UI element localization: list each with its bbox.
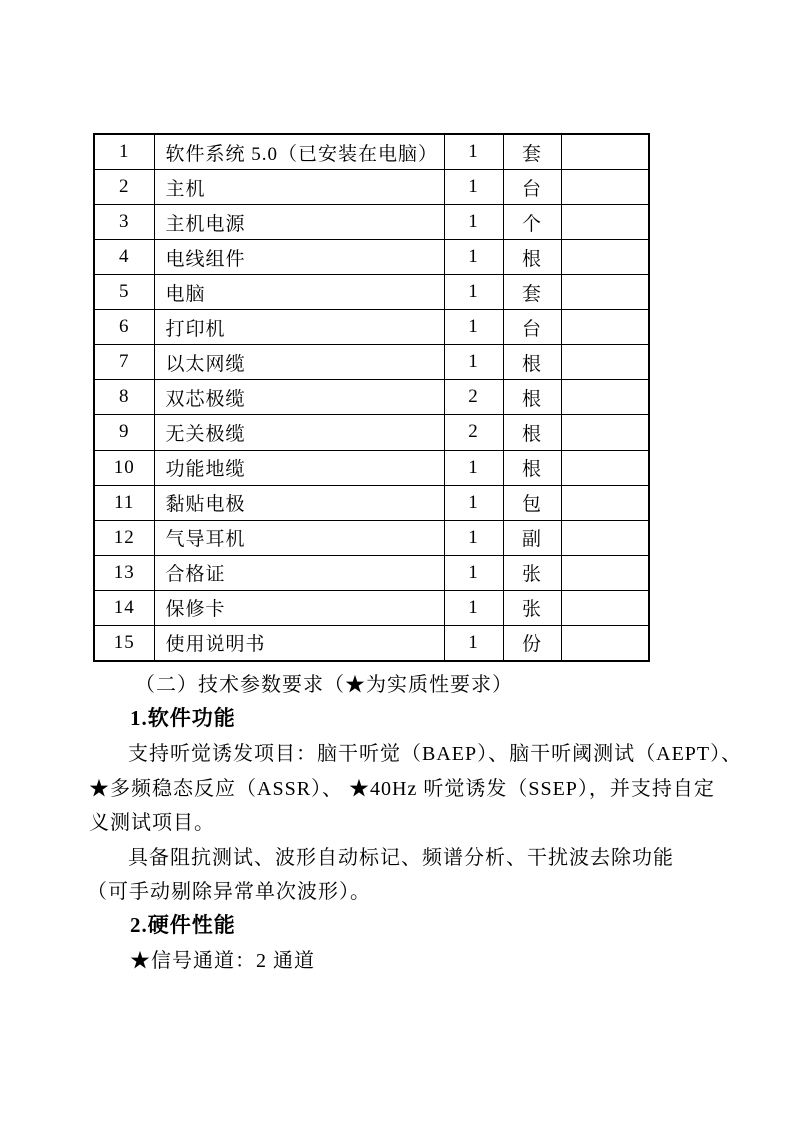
section-heading: （二）技术参数要求（★为实质性要求） [135,674,513,696]
cell-unit: 份 [503,625,561,661]
cell-unit: 根 [503,345,561,380]
cell-name: 电线组件 [154,240,444,275]
cell-qty: 2 [444,415,503,450]
cell-no: 3 [94,205,154,240]
cell-unit: 包 [503,485,561,520]
cell-qty: 1 [444,310,503,345]
cell-name: 气导耳机 [154,520,444,555]
subsection-title-software: 1.软件功能 [130,706,236,730]
cell-no: 4 [94,240,154,275]
cell-qty: 1 [444,450,503,485]
cell-qty: 1 [444,205,503,240]
cell-qty: 1 [444,170,503,205]
cell-remark [561,450,649,485]
cell-unit: 根 [503,240,561,275]
cell-remark [561,520,649,555]
cell-remark [561,415,649,450]
paragraph-line: ★多频稳态反应（ASSR）、 ★40Hz 听觉诱发（SSEP），并支持自定 [89,778,715,800]
cell-qty: 1 [444,345,503,380]
table-row [94,205,649,240]
cell-unit: 张 [503,555,561,590]
cell-name: 打印机 [154,310,444,345]
table-row [94,520,649,555]
cell-name: 使用说明书 [154,625,444,661]
cell-remark [561,345,649,380]
cell-qty: 1 [444,625,503,661]
table-row [94,345,649,380]
cell-remark [561,275,649,310]
cell-no: 7 [94,345,154,380]
table-row [94,170,649,205]
cell-qty: 1 [444,275,503,310]
cell-name: 功能地缆 [154,450,444,485]
cell-no: 9 [94,415,154,450]
cell-remark [561,240,649,275]
cell-no: 8 [94,380,154,415]
cell-name: 主机 [154,170,444,205]
cell-unit: 副 [503,520,561,555]
table-row [94,485,649,520]
cell-qty: 1 [444,485,503,520]
cell-remark [561,590,649,625]
cell-no: 11 [94,485,154,520]
table-row [94,415,649,450]
cell-no: 1 [94,134,154,170]
cell-name: 双芯极缆 [154,380,444,415]
cell-qty: 1 [444,555,503,590]
table-row [94,380,649,415]
cell-unit: 根 [503,415,561,450]
cell-qty: 1 [444,134,503,170]
cell-name: 黏贴电极 [154,485,444,520]
table-row [94,625,649,661]
cell-no: 14 [94,590,154,625]
cell-name: 无关极缆 [154,415,444,450]
paragraph-line: 支持听觉诱发项目：脑干听觉（BAEP）、脑干听阈测试（AEPT）、 [128,743,743,765]
subsection-title-hardware: 2.硬件性能 [130,913,236,937]
cell-remark [561,205,649,240]
cell-remark [561,555,649,590]
cell-unit: 台 [503,310,561,345]
cell-no: 13 [94,555,154,590]
cell-name: 电脑 [154,275,444,310]
table-row [94,555,649,590]
cell-unit: 台 [503,170,561,205]
cell-qty: 1 [444,240,503,275]
cell-remark [561,380,649,415]
cell-no: 15 [94,625,154,661]
cell-qty: 1 [444,520,503,555]
cell-name: 保修卡 [154,590,444,625]
paragraph-line: （可手动剔除异常单次波形）。 [87,881,371,903]
table-row [94,134,649,170]
cell-remark [561,310,649,345]
paragraph-line: 义测试项目。 [89,812,215,834]
table-row [94,275,649,310]
paragraph-line: 具备阻抗测试、波形自动标记、频谱分析、干扰波去除功能 [128,847,674,869]
table-row [94,310,649,345]
cell-name: 软件系统 5.0（已安装在电脑） [154,134,444,170]
cell-no: 12 [94,520,154,555]
cell-name: 以太网缆 [154,345,444,380]
cell-qty: 2 [444,380,503,415]
cell-remark [561,625,649,661]
cell-no: 6 [94,310,154,345]
cell-unit: 根 [503,380,561,415]
cell-no: 5 [94,275,154,310]
cell-qty: 1 [444,590,503,625]
cell-unit: 张 [503,590,561,625]
cell-no: 10 [94,450,154,485]
cell-unit: 个 [503,205,561,240]
cell-remark [561,485,649,520]
cell-no: 2 [94,170,154,205]
cell-remark [561,134,649,170]
items-table [93,133,650,662]
cell-unit: 根 [503,450,561,485]
paragraph-line: ★信号通道：2 通道 [130,950,315,972]
table-row [94,240,649,275]
table-row [94,450,649,485]
cell-remark [561,170,649,205]
cell-unit: 套 [503,134,561,170]
cell-unit: 套 [503,275,561,310]
table-row [94,590,649,625]
cell-name: 合格证 [154,555,444,590]
cell-name: 主机电源 [154,205,444,240]
